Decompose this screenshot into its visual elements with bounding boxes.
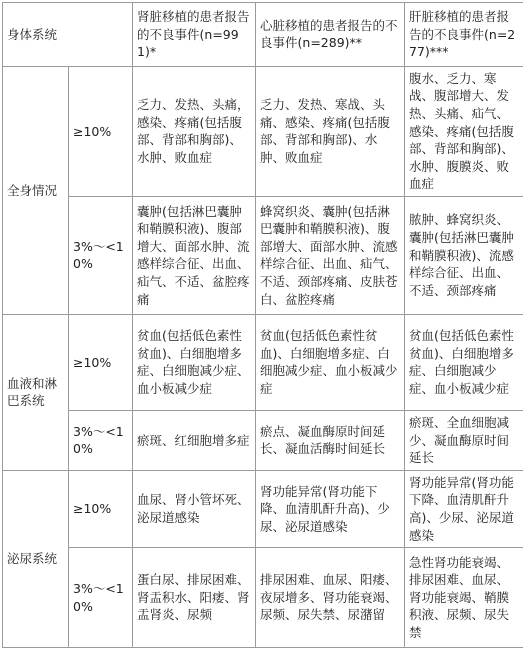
- heart-cell: 贫血(包括低色素性贫血)、白细胞增多症、白细胞减少症、血小板减少症: [256, 314, 405, 410]
- frequency-cell: 3%～<10%: [69, 196, 133, 314]
- heart-cell: 排尿困难、血尿、阳痿、夜尿增多、肾功能衰竭、尿频、尿失禁、尿潴留: [256, 548, 405, 648]
- header-kidney: 肾脏移植的患者报告的不良事件(n=991)*: [133, 3, 256, 67]
- system-cell: 全身情况: [3, 66, 69, 314]
- heart-cell: 乏力、发热、寒战、头痛、感染、疼痛(包括腹部、背部和胸部)、水肿、败血症: [256, 66, 405, 196]
- liver-cell: 急性肾功能衰竭、排尿困难、血尿、肾功能衰竭、鞘膜积液、尿频、尿失禁: [405, 548, 523, 648]
- kidney-cell: 蛋白尿、排尿困难、肾盂积水、阳痿、肾盂肾炎、尿频: [133, 548, 256, 648]
- header-liver: 肝脏移植的患者报告的不良事件(n=277)***: [405, 3, 523, 67]
- header-row: [3, 3, 523, 67]
- liver-cell: 肾功能异常(肾功能下降、血清肌酐升高)、少尿、泌尿道感染: [405, 470, 523, 547]
- heart-cell: 肾功能异常(肾功能下降、血清肌酐升高)、少尿、泌尿道感染: [256, 470, 405, 547]
- liver-cell: 瘀斑、全血细胞减少、凝血酶原时间延长: [405, 410, 523, 470]
- liver-cell: 贫血(包括低色素性贫血)、白细胞增多症、白细胞减少症、血小板减少症: [405, 314, 523, 410]
- table-row: [3, 66, 523, 196]
- system-cell: 血液和淋巴系统: [3, 314, 69, 470]
- frequency-cell: ≥10%: [69, 314, 133, 410]
- kidney-cell: 血尿、肾小管坏死、泌尿道感染: [133, 470, 256, 547]
- frequency-cell: ≥10%: [69, 66, 133, 196]
- kidney-cell: 瘀斑、红细胞增多症: [133, 410, 256, 470]
- system-cell: 泌尿系统: [3, 470, 69, 647]
- frequency-cell: 3%～<10%: [69, 410, 133, 470]
- header-heart: 心脏移植的患者报告的不良事件(n=289)**: [256, 3, 405, 67]
- table-row: [3, 410, 523, 470]
- liver-cell: 脓肿、蜂窝织炎、囊肿(包括淋巴囊肿和鞘膜积液)、流感样综合征、出血、不适、颈部疼痛: [405, 196, 523, 314]
- table-row: [3, 196, 523, 314]
- adverse-events-table: [2, 2, 523, 648]
- kidney-cell: 贫血(包括低色素性贫血)、白细胞增多症、白细胞减少症、血小板减少症: [133, 314, 256, 410]
- kidney-cell: 囊肿(包括淋巴囊肿和鞘膜积液)、腹部增大、面部水肿、流感样综合征、出血、疝气、不适、盆腔疼痛: [133, 196, 256, 314]
- frequency-cell: ≥10%: [69, 470, 133, 547]
- frequency-cell: 3%～<10%: [69, 548, 133, 648]
- table-row: [3, 470, 523, 547]
- heart-cell: 蜂窝织炎、囊肿(包括淋巴囊肿和鞘膜积液)、腹部增大、面部水肿、流感样综合征、出血、疝气、不适、颈部疼痛、皮肤苍白、盆腔疼痛: [256, 196, 405, 314]
- liver-cell: 腹水、乏力、寒战、腹部增大、发热、头痛、疝气、感染、疼痛(包括腹部、背部和胸部)、水肿、腹膜炎、败血症: [405, 66, 523, 196]
- header-system: 身体系统: [3, 3, 133, 67]
- kidney-cell: 乏力、发热、头痛，感染、疼痛(包括腹部、背部和胸部)、水肿、败血症: [133, 66, 256, 196]
- table-row: [3, 314, 523, 410]
- heart-cell: 瘀点、凝血酶原时间延长、凝血活酶时间延长: [256, 410, 405, 470]
- table-row: [3, 548, 523, 648]
